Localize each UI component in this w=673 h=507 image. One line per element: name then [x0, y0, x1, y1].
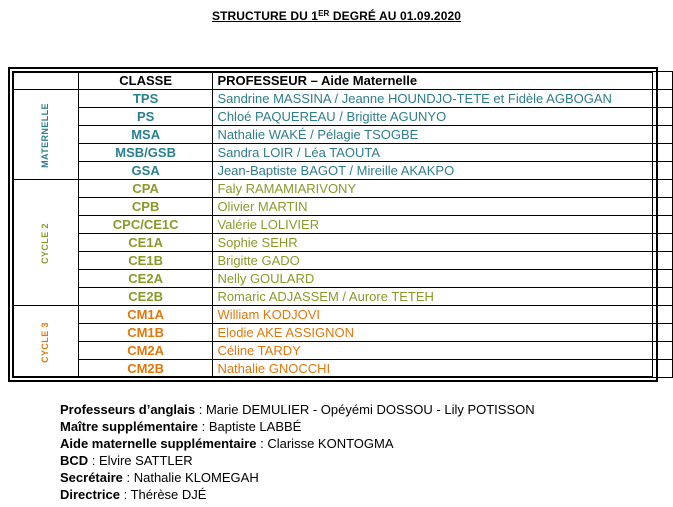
staff-list — [60, 401, 535, 503]
classe-cell: PS — [78, 108, 213, 126]
professeur-cell: Olivier MARTIN — [213, 198, 673, 216]
classe-cell: CE1B — [78, 252, 213, 270]
table-row — [13, 180, 673, 198]
table-row — [13, 306, 673, 324]
table-row — [13, 108, 673, 126]
classe-cell: CE2B — [78, 288, 213, 306]
table-row — [13, 216, 673, 234]
section-label-text: CYCLE 2 — [39, 223, 50, 264]
professeur-cell: Sandra LOIR / Léa TAOUTA — [213, 144, 673, 162]
classe-cell: CPA — [78, 180, 213, 198]
professeur-cell: Nathalie GNOCCHI — [213, 360, 673, 378]
title-prefix: STRUCTURE DU 1 — [211, 9, 319, 23]
structure-table — [12, 71, 673, 378]
professeur-cell: Céline TARDY — [213, 342, 673, 360]
staff-line-secretaire: Secrétaire : Nathalie KLOMEGAH — [60, 470, 259, 485]
professeur-cell: Elodie AKE ASSIGNON — [213, 324, 673, 342]
classe-cell: CE1A — [78, 234, 213, 252]
title-superscript: ER — [318, 9, 330, 18]
table-row — [13, 324, 673, 342]
classe-cell: CM2B — [78, 360, 213, 378]
professeur-cell: Nathalie WAKÉ / Pélagie TSOGBE — [213, 126, 673, 144]
classe-cell: GSA — [78, 162, 213, 180]
table-row — [13, 126, 673, 144]
header-classe: CLASSE — [78, 72, 213, 90]
professeur-cell: Sandrine MASSINA / Jeanne HOUNDJO-TETE et Fidèle AGBOGAN — [213, 90, 673, 108]
header-professeur: PROFESSEUR – Aide Maternelle — [213, 72, 673, 90]
table-row — [13, 162, 673, 180]
staff-line-directrice: Directrice : Thérèse DJÉ — [60, 487, 207, 502]
professeur-cell: Faly RAMAMIARIVONY — [213, 180, 673, 198]
classe-cell: MSB/GSB — [78, 144, 213, 162]
table-row — [13, 360, 673, 378]
section-label-cycle-2 — [13, 180, 79, 306]
table-row — [13, 252, 673, 270]
classe-cell: CM1B — [78, 324, 213, 342]
professeur-cell: William KODJOVI — [213, 306, 673, 324]
classe-cell: CM2A — [78, 342, 213, 360]
section-label-cycle-3 — [13, 306, 79, 378]
professeur-cell: Nelly GOULARD — [213, 270, 673, 288]
table-row — [13, 90, 673, 108]
table-row — [13, 144, 673, 162]
table-header-row — [13, 72, 673, 90]
professeur-cell: Chloé PAQUEREAU / Brigitte AGUNYO — [213, 108, 673, 126]
table-row — [13, 198, 673, 216]
header-section-cell — [13, 72, 79, 90]
staff-line-aide-maternelle: Aide maternelle supplémentaire : Clarisse KONTOGMA — [60, 436, 394, 451]
classe-cell: CE2A — [78, 270, 213, 288]
table-row — [13, 288, 673, 306]
classe-cell: TPS — [78, 90, 213, 108]
classe-cell: CPC/CE1C — [78, 216, 213, 234]
classe-cell: CM1A — [78, 306, 213, 324]
title-suffix: DEGRÉ AU 01.09.2020 — [329, 9, 462, 23]
page-title — [0, 9, 673, 23]
section-label-text: CYCLE 3 — [39, 322, 50, 363]
staff-line-bcd: BCD : Elvire SATTLER — [60, 453, 193, 468]
classe-cell: MSA — [78, 126, 213, 144]
professeur-cell: Romaric ADJASSEM / Aurore TETEH — [213, 288, 673, 306]
staff-line-maitre: Maître supplémentaire : Baptiste LABBÉ — [60, 419, 302, 434]
staff-line-anglais: Professeurs d’anglais : Marie DEMULIER - Opéyémi DOSSOU - Lily POTISSON — [60, 402, 535, 417]
professeur-cell: Jean-Baptiste BAGOT / Mireille AKAKPO — [213, 162, 673, 180]
table-row — [13, 342, 673, 360]
table-row — [13, 270, 673, 288]
professeur-cell: Sophie SEHR — [213, 234, 673, 252]
professeur-cell: Brigitte GADO — [213, 252, 673, 270]
section-label-text: MATERNELLE — [39, 103, 50, 168]
professeur-cell: Valérie LOLIVIER — [213, 216, 673, 234]
table-row — [13, 234, 673, 252]
section-label-maternelle — [13, 90, 79, 180]
classe-cell: CPB — [78, 198, 213, 216]
